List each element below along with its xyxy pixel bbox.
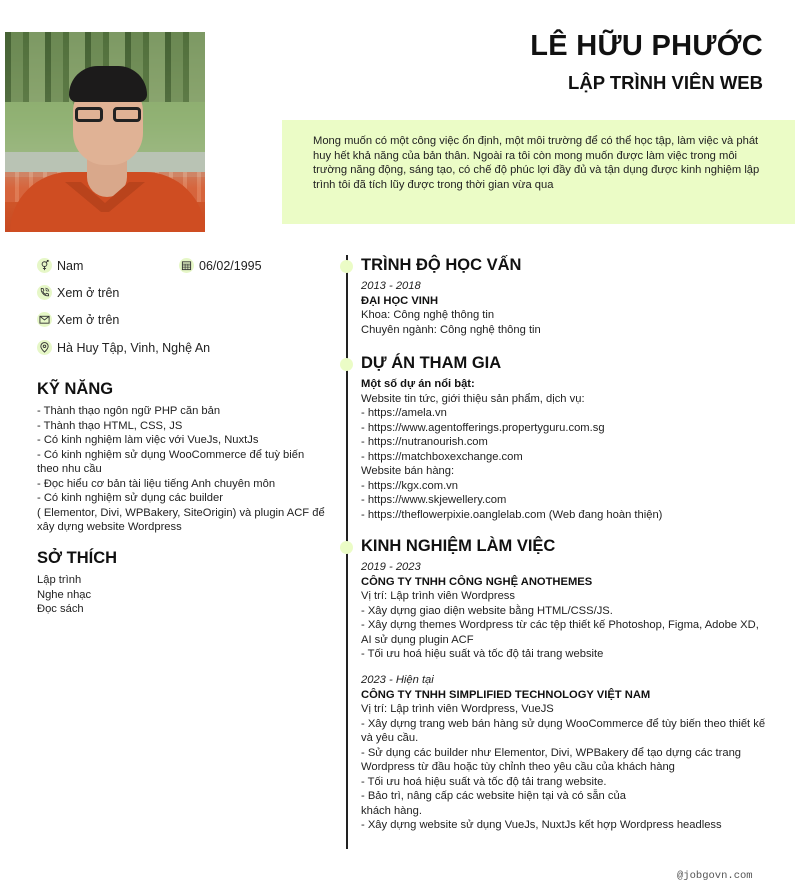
contact-phone: Xem ở trên [37, 285, 119, 300]
objective-text: Mong muốn có một công việc ổn định, một môi trường để có thể học tập, làm việc và phát huy hết khả năng của bản thân. Ngoài ra tôi còn mong muốn được làm việc trong môi trường năng động, sáng tạo, có chế độ phúc lợi đầy đủ và tận dụng được kinh nghiệm lập trình tôi đã tích lũy được trong thời gian vừa qua [313, 135, 760, 191]
projects-block [361, 377, 771, 522]
career-objective [282, 120, 795, 224]
contact-email: Xem ở trên [37, 312, 119, 327]
timeline-dot [340, 541, 353, 554]
gender-icon [37, 258, 52, 273]
contact-birthday: 06/02/1995 [179, 258, 262, 273]
projects-heading: DỰ ÁN THAM GIA [361, 354, 502, 372]
job-period: 2023 - Hiện tại [361, 674, 434, 686]
skill-item: - Đọc hiểu cơ bản tài liệu tiếng Anh chuyên môn [37, 477, 276, 490]
education-block [361, 279, 771, 337]
job-title: LẬP TRÌNH VIÊN WEB [568, 72, 763, 93]
job-line: khách hàng. [361, 804, 422, 817]
experience-job [361, 673, 771, 833]
education-line: Khoa: Công nghệ thông tin [361, 309, 495, 321]
skill-item: - Có kinh nghiệm làm việc với VueJs, NuxtJs [37, 434, 259, 446]
calendar-icon [179, 258, 194, 273]
contact-gender: Nam [37, 258, 83, 273]
job-line: - Tối ưu hoá hiệu suất và tốc độ tải trang website [361, 648, 604, 660]
contact-address: Hà Huy Tập, Vinh, Nghệ An [37, 340, 210, 355]
project-line: Website bán hàng: [361, 465, 455, 477]
project-line: Website tin tức, giới thiệu sản phẩm, dịch vụ: [361, 392, 585, 405]
skill-item: - Thành thạo ngôn ngữ PHP căn bản [37, 405, 221, 417]
job-period: 2019 - 2023 [361, 561, 421, 573]
skills-list [37, 404, 327, 535]
mail-icon [37, 312, 52, 327]
hobby-item: Lập trình [37, 574, 82, 586]
job-line: - Xây dựng website sử dụng VueJs, NuxtJs kết hợp Wordpress headless [361, 819, 722, 831]
skill-item: - Thành thạo HTML, CSS, JS [37, 419, 183, 432]
candidate-name: LÊ HỮU PHƯỚC [530, 30, 763, 62]
project-link: - https://nutranourish.com [361, 436, 488, 448]
project-link: - https://theflowerpixie.oanglelab.com (Web đang hoàn thiện) [361, 508, 663, 521]
experience-heading: KINH NGHIỆM LÀM VIỆC [361, 537, 556, 555]
job-line: - Xây dựng giao diện website bằng HTML/CSS/JS. [361, 604, 613, 617]
profile-photo [5, 32, 205, 232]
watermark: @jobgovn.com [677, 870, 753, 882]
project-link: - https://matchboxexchange.com [361, 450, 523, 463]
education-line: Chuyên ngành: Công nghệ thông tin [361, 323, 541, 336]
hobbies-heading: SỞ THÍCH [37, 549, 118, 567]
project-link: - https://www.agentofferings.propertyguru.com.sg [361, 421, 605, 434]
experience-job [361, 560, 771, 662]
hobby-item: Nghe nhạc [37, 588, 92, 601]
timeline-dot [340, 260, 353, 273]
education-period: 2013 - 2018 [361, 280, 421, 292]
skill-item: ( Elementor, Divi, WPBakery, SiteOrigin) và plugin ACF để xây dựng website Wordpress [37, 506, 325, 533]
job-line: - Bảo trì, nâng cấp các website hiện tại và có sẵn của [361, 790, 626, 802]
job-line: Vị trí: Lập trình viên Wordpress, VueJS [361, 703, 554, 715]
project-link: - https://amela.vn [361, 407, 447, 419]
job-line: - Xây dựng trang web bán hàng sử dụng WooCommerce để tùy biến theo thiết kế và yêu cầu. [361, 717, 766, 744]
skills-heading: KỸ NĂNG [37, 380, 114, 398]
hobby-item: Đọc sách [37, 603, 84, 615]
job-line: - Sử dụng các builder như Elementor, Divi, WPBakery để tạo dựng các trang Wordpress từ đầu hoặc tùy chỉnh theo yêu cầu của khách hàng [361, 746, 742, 773]
job-line: - Xây dựng themes Wordpress từ các tệp thiết kế Photoshop, Figma, Adobe XD, AI sử dụng plugin ACF [361, 619, 759, 646]
projects-subtitle: Một số dự án nổi bật: [361, 378, 475, 390]
timeline-dot [340, 358, 353, 371]
skill-item: - Có kinh nghiệm sử dụng các builder [37, 492, 223, 504]
job-line: - Tối ưu hoá hiệu suất và tốc độ tải trang website. [361, 775, 607, 788]
project-link: - https://www.skjewellery.com [361, 494, 507, 506]
project-link: - https://kgx.com.vn [361, 479, 458, 492]
education-heading: TRÌNH ĐỘ HỌC VẤN [361, 256, 522, 274]
school-name: ĐẠI HỌC VINH [361, 294, 439, 307]
job-line: Vị trí: Lập trình viên Wordpress [361, 590, 515, 602]
location-pin-icon [37, 340, 52, 355]
phone-icon [37, 285, 52, 300]
company-name: CÔNG TY TNHH SIMPLIFIED TECHNOLOGY VIỆT NAM [361, 688, 651, 701]
hobbies-list [37, 573, 327, 617]
skill-item: - Có kinh nghiệm sử dụng WooCommerce để tuỳ biến theo nhu cầu [37, 448, 305, 475]
company-name: CÔNG TY TNHH CÔNG NGHỆ ANOTHEMES [361, 575, 593, 588]
